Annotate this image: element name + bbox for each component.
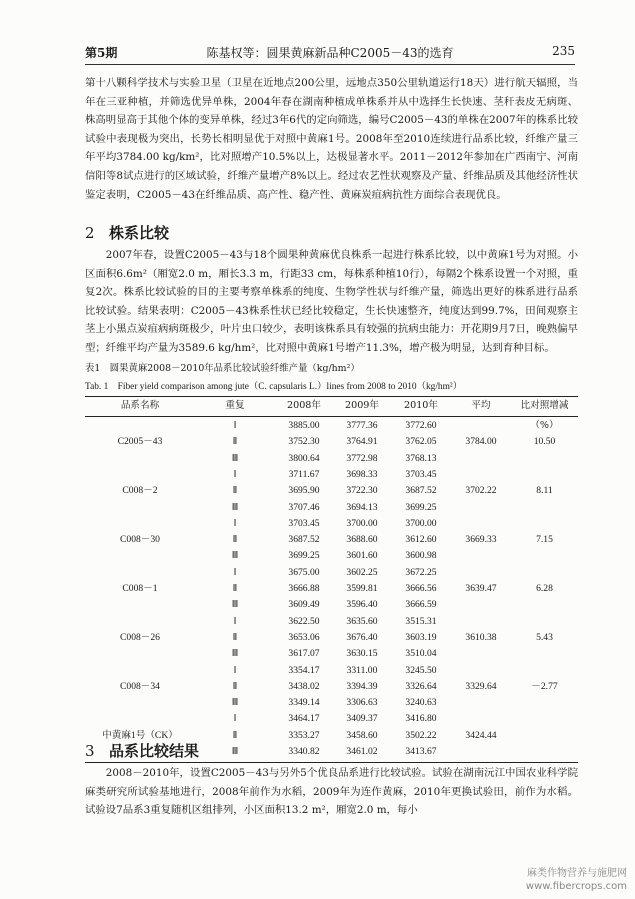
table-average: 3702.22 <box>465 485 497 497</box>
table-cell: 3326.64 <box>405 680 437 692</box>
table-cell: 3675.00 <box>288 566 320 578</box>
page-number: 235 <box>552 44 575 58</box>
table-cell: 3764.91 <box>346 436 378 448</box>
table-cell: Ⅰ <box>233 517 237 529</box>
table-cell: 3601.60 <box>346 550 378 562</box>
table-cell: Ⅲ <box>231 452 239 464</box>
table-cell: Ⅰ <box>233 713 237 725</box>
table-cell: 3353.27 <box>288 729 320 741</box>
table-cell: 3413.67 <box>405 746 437 757</box>
table-caption-cn: 表1 圆果黄麻2008－2010年品系比较试验纤维产量（kg/hm²） <box>85 363 360 374</box>
section-2-title: 株系比较 <box>109 224 170 242</box>
table-cell: 3603.19 <box>405 631 437 643</box>
table-cell: 3694.13 <box>346 501 378 513</box>
table-cell: 3698.33 <box>346 468 378 480</box>
table-cell: 3762.05 <box>405 436 437 448</box>
table-cell: 3707.46 <box>288 501 320 513</box>
table-cell: 3687.52 <box>288 534 320 546</box>
watermark-line-1: 麻类作物营养与施肥网 <box>527 868 627 879</box>
table-cell: 3617.07 <box>288 648 320 660</box>
table-cell: Ⅱ <box>232 631 238 643</box>
issue-number: 第5期 <box>85 46 118 60</box>
site-watermark <box>526 867 627 893</box>
section-2-number: 2 <box>85 224 95 242</box>
table-cell: 3688.60 <box>346 534 378 546</box>
table-change: 8.11 <box>536 485 553 497</box>
section-3-number: 3 <box>85 742 95 760</box>
table-change: 7.15 <box>536 534 553 546</box>
table-cell: Ⅲ <box>231 501 239 513</box>
table-cell: 3700.00 <box>346 517 378 529</box>
table-line-name: 中黄麻1号（CK） <box>102 729 178 741</box>
table-cell: 3464.17 <box>288 713 320 725</box>
table-cell: Ⅰ <box>233 420 237 431</box>
table-cell: 3630.15 <box>346 648 378 660</box>
table-cell: 3609.49 <box>288 599 320 611</box>
table-header-cell: 2009年 <box>344 400 379 411</box>
table-cell: 3245.50 <box>405 664 437 676</box>
table-cell: 3599.81 <box>346 583 378 594</box>
table-cell: 3240.63 <box>405 697 437 709</box>
table-cell: 3306.63 <box>346 697 378 709</box>
table-cell: Ⅰ <box>233 664 237 676</box>
table-cell: 3777.36 <box>346 420 378 431</box>
table-cell: Ⅱ <box>232 485 238 497</box>
table-average: 3329.64 <box>465 680 497 692</box>
table-cell: 3772.60 <box>405 420 437 431</box>
table-cell: 3666.88 <box>288 583 320 594</box>
table-cell: 3768.13 <box>405 452 437 464</box>
table-line-name: C008－34 <box>120 680 160 692</box>
table-cell: Ⅰ <box>233 566 237 578</box>
table-header-cell: 2008年 <box>286 400 321 411</box>
table-cell: 3596.40 <box>346 599 378 611</box>
table-change: －2.77 <box>531 680 558 692</box>
table-change: 6.28 <box>536 583 553 594</box>
table-cell: 3653.06 <box>288 631 320 643</box>
table-average: 3424.44 <box>465 729 497 741</box>
table-line-name: C008－30 <box>120 534 160 546</box>
header-rule <box>85 64 575 65</box>
section-3-paragraph: 2008－2010年，设置C2005－43与另外5个优良品系进行比较试验。试验在湖南沅江中国农业科学院麻类研究所试验基地进行，2008年前作为水稻，2009年为连作黄麻，2010年更换试验田，前作为水稻。试验设7品系3重复随机区组排列，小区面积13.2 m²，厢宽2.0 m，每小 <box>85 767 578 817</box>
table-cell: 3672.25 <box>405 566 437 578</box>
table-cell: 3416.80 <box>405 713 437 725</box>
table-cell: 3699.25 <box>288 550 320 562</box>
section-2-paragraph: 2007年春，设置C2005－43与18个圆果种黄麻优良株系一起进行株系比较，以中黄麻1号为对照。小区面积6.6m²（厢宽2.0 m，厢长3.3 m，行距33 cm，每株系种植10行），每隔2个株系设置一个对照，重复2次。株系比较试验的目的主要考察单株系的纯度、生物学性状与纤维产量，筛选出更好的株系进行品系比较试验。结果表明：C2005－43株系性状已经比较稳定，生长快速整齐，纯度达到99.7%，田间观察主茎上小黑点炭疽病病斑极少，叶片虫口较少，表明该株系具有较强的抗病虫能力：开花期9月7日，晚熟偏早型；纤维平均产量为3589.6 kg/hm²，比对照中黄麻1号增产11.3%，增产极为明显，达到育种目标。 <box>85 249 578 354</box>
section-3-heading <box>85 740 199 761</box>
table-cell: 3502.22 <box>405 729 437 741</box>
table-cell: 3311.00 <box>346 664 378 676</box>
table-change: 5.43 <box>536 631 553 643</box>
table-cell: 3409.37 <box>346 713 378 725</box>
table-cell: 3622.50 <box>288 615 320 627</box>
table-cell: 3700.00 <box>405 517 437 529</box>
table-cell: Ⅲ <box>231 746 239 757</box>
table-cell: Ⅰ <box>233 615 237 627</box>
table-header-cell: 比对照增减（%） <box>520 400 569 431</box>
table-cell: 3666.59 <box>405 599 437 611</box>
table-cell: 3635.60 <box>346 615 378 627</box>
table-header-rule <box>85 416 578 417</box>
table-cell: Ⅱ <box>232 583 238 594</box>
watermark-line-2: www.fibercrops.com <box>525 881 627 892</box>
table-cell: 3461.02 <box>346 746 378 757</box>
table-cell: 3772.98 <box>346 452 378 464</box>
table-cell: Ⅱ <box>232 680 238 692</box>
table-cell: 3703.45 <box>405 468 437 480</box>
table-cell: 3666.56 <box>405 583 437 594</box>
table-cell: Ⅱ <box>232 436 238 448</box>
table-cell: 3394.39 <box>346 680 378 692</box>
table-average: 3639.47 <box>465 583 497 594</box>
table-cell: Ⅱ <box>232 534 238 546</box>
table-cell: 3687.52 <box>405 485 437 497</box>
table-cell: Ⅰ <box>233 468 237 480</box>
table-cell: Ⅲ <box>231 697 239 709</box>
table-cell: 3695.90 <box>288 485 320 497</box>
table-line-name: C008－1 <box>122 583 158 594</box>
table-cell: 3340.82 <box>288 746 320 757</box>
table-header-cell: 品系名称 <box>120 400 160 411</box>
table-line-name: C2005－43 <box>117 436 163 448</box>
table-header-cell: 2010年 <box>403 400 438 411</box>
table-cell: Ⅱ <box>232 729 238 741</box>
table-cell: Ⅲ <box>231 550 239 562</box>
table-cell: 3711.67 <box>288 468 320 480</box>
table-cell: 3602.25 <box>346 566 378 578</box>
table-cell: 3458.60 <box>346 729 378 741</box>
table-cell: 3676.40 <box>346 631 378 643</box>
table-average: 3669.33 <box>465 534 497 546</box>
table-cell: 3722.30 <box>346 485 378 497</box>
section-3-title: 品系比较结果 <box>109 742 200 760</box>
table-cell: 3510.04 <box>405 648 437 660</box>
running-header <box>85 44 575 66</box>
table-cell: 3800.64 <box>288 452 320 464</box>
table-change <box>511 728 578 744</box>
table-average: 3610.38 <box>465 631 497 643</box>
table-cell: 3354.17 <box>288 664 320 676</box>
table-line-name: C008－26 <box>120 631 160 643</box>
table-cell: 3438.02 <box>288 680 320 692</box>
table-change: 10.50 <box>533 436 556 448</box>
table-cell: 3600.98 <box>405 550 437 562</box>
table-caption-en: Tab. 1 Fiber yield comparison among jute（C. capsularis L.）lines from 2008 to 2010（kg/hm²） <box>85 382 463 392</box>
running-title: 陈基权等：圆果黄麻新品种C2005－43的选育 <box>206 46 454 60</box>
table-header-cell: 重复 <box>225 400 245 411</box>
table-cell: Ⅲ <box>231 599 239 611</box>
table-average: 3784.00 <box>465 436 497 448</box>
section-2-heading <box>85 222 169 243</box>
table-cell: 3699.25 <box>405 501 437 513</box>
table-cell: 3349.14 <box>288 697 320 709</box>
intro-paragraph: 第十八颗科学技术与实验卫星（卫星在近地点200公里，远地点350公里轨道运行18天）进行航天辐照，当年在三亚种植，并筛选优异单株，2004年春在湖南种植成单株系并从中选择生长快速、茎秆表皮无病斑、株高明显高于其他个体的变异单株，经过3年6代的定向筛选，编号C2005－43的单株在2007年的株系比较试验中表现极为突出，长势长相明显优于对照中黄麻1号。2008年至2010连续进行品系比较，纤维产量三年平均3784.00 kg/km²，比对照增产10.5%以上，达极显著水平。2011－2012年参加在广西南宁、河南信阳等8试点进行的区域试验，纤维产量增产8%以上。经过农艺性状观察及产量、纤维品质及其他经济性状鉴定表明，C2005－43在纤维品质、高产性、稳产性、黄麻炭疽病抗性方面综合表现优良。 <box>85 77 578 201</box>
table-cell: 3703.45 <box>288 517 320 529</box>
table-cell: 3515.31 <box>405 615 437 627</box>
table-cell: 3885.00 <box>288 420 320 431</box>
table-line-name: C008－2 <box>122 485 158 497</box>
table-cell: Ⅲ <box>231 648 239 660</box>
table-cell: 3612.60 <box>405 534 437 546</box>
table-cell: 3752.30 <box>288 436 320 448</box>
table-header-cell: 平均 <box>471 400 491 411</box>
